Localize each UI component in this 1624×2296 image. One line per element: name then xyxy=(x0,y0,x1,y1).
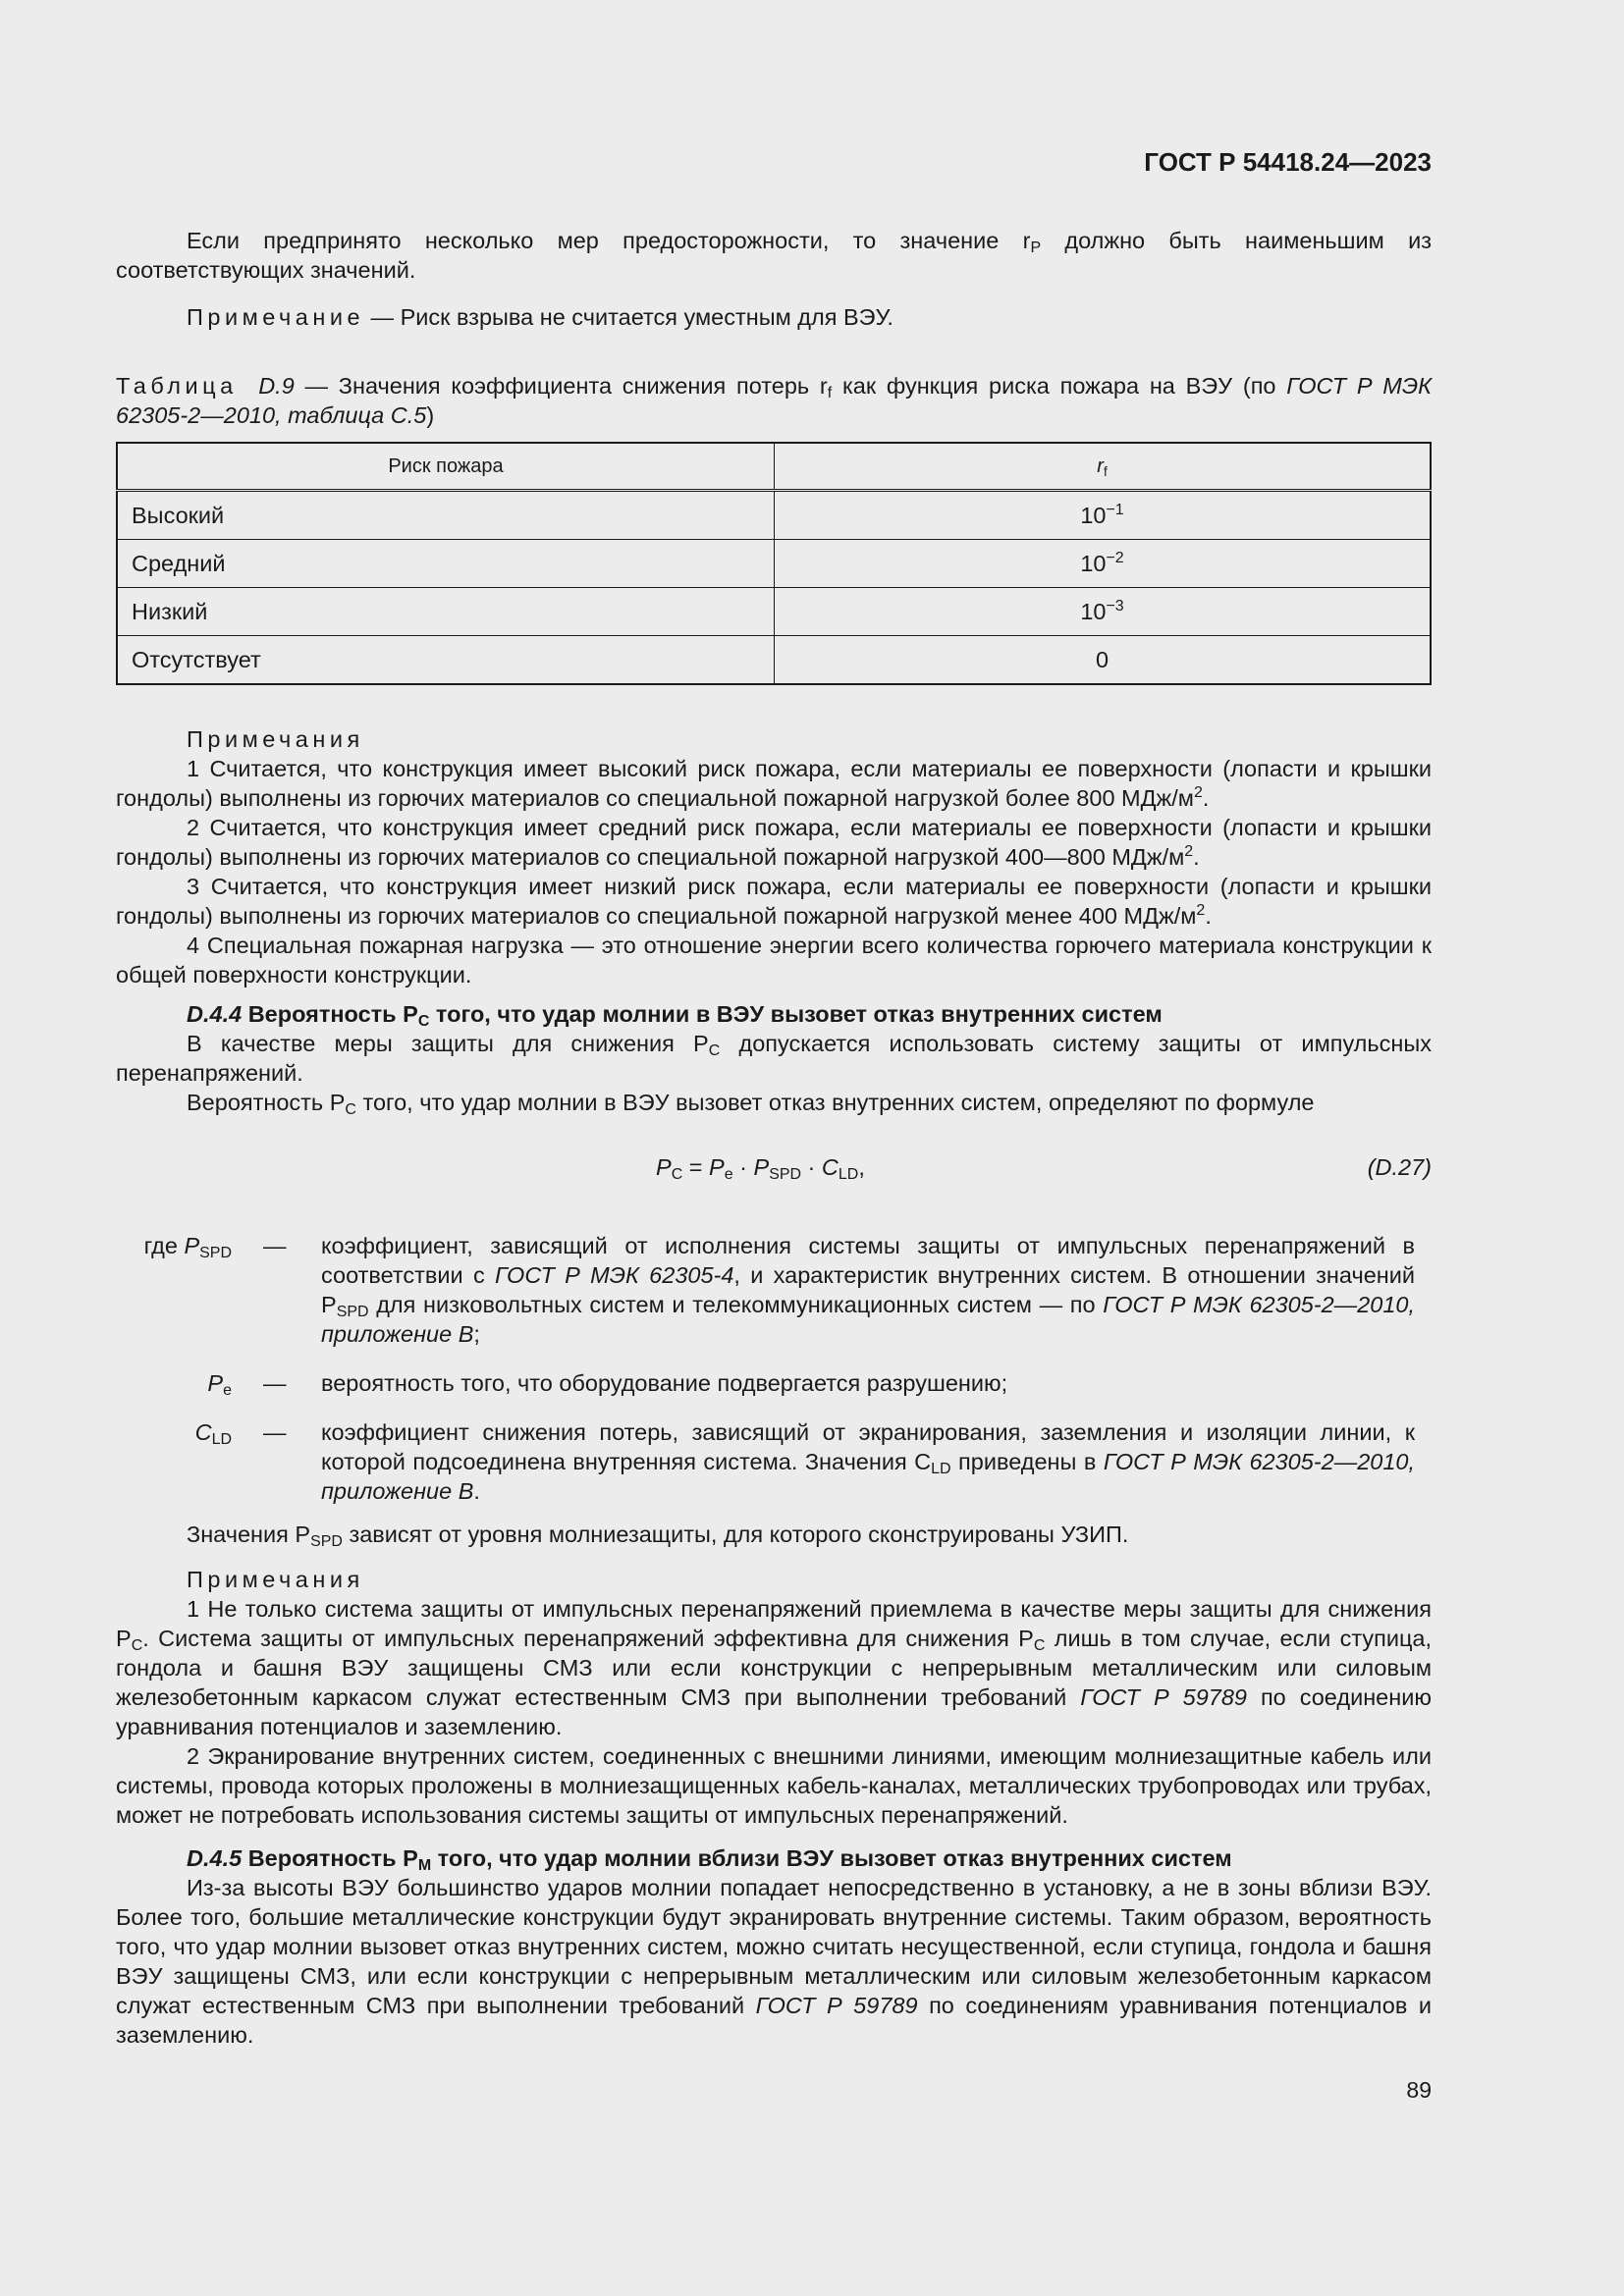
definition-text: коэффициент снижения потерь, зависящий от экранирования, заземления и изоляции линии, к которой подсоединена внутренняя система. Значения $C_{LD}$ приведены в ГОСТ Р МЭК 62305-2—2010, приложение В. xyxy=(321,1419,1415,1504)
document-page xyxy=(116,0,1432,2296)
table-caption: Таблица D.9 — Значения коэффициента снижения потерь $r_f$ как функция риска пожара на ВЭУ (по ГОСТ Р МЭК 62305-2—2010, таблица С.5) xyxy=(116,373,1433,428)
section-heading-d445: D.4.5 Вероятность $P_M$ того, что удар молнии вблизи ВЭУ вызовет отказ внутренних систем xyxy=(187,1845,1232,1875)
table-row xyxy=(117,636,1431,685)
document-header: ГОСТ Р 54418.24—2023 xyxy=(1144,147,1432,177)
definition-text: вероятность того, что оборудование подвергается разрушению; xyxy=(321,1370,1008,1396)
table-row xyxy=(117,588,1431,636)
definitions-list xyxy=(116,1231,1432,1525)
formula-expression: $P_C = P_e \cdot P_{SPD} \cdot C_{LD}$, xyxy=(656,1154,865,1184)
intro-paragraph: Если предпринято несколько мер предосторожности, то значение $r_P$ должно быть наименьшим из соответствующих значений. xyxy=(116,228,1432,283)
definition-pspd: где $P_{SPD}$ — коэффициент, зависящий от исполнения системы защиты от импульсных перенапряжений в соответствии с ГОСТ Р МЭК 62305-4, и характеристик внутренних систем. В отношении значений $P_{SPD}$ для низковольтных систем и телекоммуникационных систем — по ГОСТ Р МЭК 62305-2—2010, приложение В; xyxy=(116,1231,1432,1349)
note-3: 3 Считается, что конструкция имеет низкий риск пожара, если материалы ее поверхности (лопасти и крышки гондолы) выполнены из горючих материалов со специальной пожарной нагрузкой менее 400 МДж/$м^2$. xyxy=(116,874,1432,929)
section-paragraph: Из-за высоты ВЭУ большинство ударов молнии попадает непосредственно в установку, а не в зоны вблизи ВЭУ. Более того, большие металлические конструкции будут экранировать внутренние системы. Таким образом, вероятность того, что удар молнии вызовет отказ внутренних систем, можно считать несущественной, если ступица, гондола и башня ВЭУ защищены СМЗ, или если конструкции с непрерывным металлическим или силовым железобетонным каркасом служат естественным СМЗ при выполнении требований ГОСТ Р 59789 по соединениям уравнивания потенциалов и заземлению. xyxy=(116,1875,1432,2048)
section-paragraph: В качестве меры защиты для снижения $P_C$ допускается использовать систему защиты от импульсных перенапряжений. xyxy=(116,1031,1433,1086)
formula-number: (D.27) xyxy=(1367,1154,1432,1180)
notes-block-1 xyxy=(116,724,1432,1117)
lower-section xyxy=(116,1520,1432,2050)
rf-cell: $10^{-2}$ xyxy=(775,540,1432,588)
risk-cell: Низкий xyxy=(117,588,775,636)
risk-cell: Отсутствует xyxy=(117,636,775,685)
header-rf: $r_f$ xyxy=(775,443,1432,491)
risk-cell: Средний xyxy=(117,540,775,588)
note-2: 2 Экранирование внутренних систем, соединенных с внешними линиями, имеющим молниезащитные кабель или системы, провода которых проложены в молниезащищенных кабель-каналах, металлических трубопроводах или трубах, может не потребовать использования системы защиты от импульсных перенапряжений. xyxy=(116,1743,1432,1828)
table-row xyxy=(117,540,1431,588)
spd-values-paragraph: Значения $P_{SPD}$ зависят от уровня молниезащиты, для которого сконструированы УЗИП. xyxy=(187,1522,1129,1551)
definition-cld: $C_{LD}$ — коэффициент снижения потерь, зависящий от экранирования, заземления и изоляции линии, к которой подсоединена внутренняя система. Значения $C_{LD}$ приведены в ГОСТ Р МЭК 62305-2—2010, приложение В. xyxy=(116,1417,1432,1506)
section-heading-d444: D.4.4 Вероятность $P_C$ того, что удар молнии в ВЭУ вызовет отказ внутренних систем xyxy=(187,1001,1163,1031)
definition-symbol: $C_{LD}$ xyxy=(194,1419,232,1449)
explosion-note: Примечание — Риск взрыва не считается уместным для ВЭУ. xyxy=(187,304,893,330)
rf-cell: $10^{-3}$ xyxy=(775,588,1432,636)
definition-pe: $P_e$ — вероятность того, что оборудование подвергается разрушению; xyxy=(116,1368,1432,1398)
table-row xyxy=(117,491,1431,540)
notes-title: Примечания xyxy=(187,1567,364,1592)
rf-cell: $10^{-1}$ xyxy=(775,491,1432,540)
definition-symbol: где $P_{SPD}$ xyxy=(143,1233,232,1262)
header-fire-risk: Риск пожара xyxy=(117,443,775,491)
note-2: 2 Считается, что конструкция имеет средний риск пожара, если материалы ее поверхности (лопасти и крышки гондолы) выполнены из горючих материалов со специальной пожарной нагрузкой 400—800 МДж/$м^2$. xyxy=(116,815,1432,870)
note-4: 4 Специальная пожарная нагрузка — это отношение энергии всего количества горючего материала конструкции к общей поверхности конструкции. xyxy=(116,933,1432,988)
risk-cell: Высокий xyxy=(117,491,775,540)
table-header-row xyxy=(117,443,1431,491)
page-number: 89 xyxy=(1406,2077,1432,2103)
notes-title: Примечания xyxy=(187,726,364,752)
definition-symbol: $P_e$ xyxy=(207,1370,232,1400)
section-paragraph: Вероятность $P_C$ того, что удар молнии в ВЭУ вызовет отказ внутренних систем, определяют по формуле xyxy=(187,1090,1315,1119)
note-1: 1 Не только система защиты от импульсных перенапряжений приемлема в качестве меры защиты для снижения $P_C$. Система защиты от импульсных перенапряжений эффективна для снижения $P_C$ лишь в том случае, если ступица, гондола и башня ВЭУ защищены СМЗ или если конструкции с непрерывным металлическим или силовым железобетонным каркасом служат естественным СМЗ при выполнении требований ГОСТ Р 59789 по соединению уравнивания потенциалов и заземлению. xyxy=(116,1596,1433,1739)
note-1: 1 Считается, что конструкция имеет высокий риск пожара, если материалы ее поверхности (лопасти и крышки гондолы) выполнены из горючих материалов со специальной пожарной нагрузкой более 800 МДж/$м^2$. xyxy=(116,756,1432,811)
rf-cell: 0 xyxy=(775,636,1432,685)
definition-text: коэффициент, зависящий от исполнения системы защиты от импульсных перенапряжений в соответствии с ГОСТ Р МЭК 62305-4, и характеристик внутренних систем. В отношении значений $P_{SPD}$ для низковольтных систем и телекоммуникационных систем — по ГОСТ Р МЭК 62305-2—2010, приложение В; xyxy=(321,1233,1416,1347)
formula-d27 xyxy=(116,1152,1432,1186)
fire-risk-table xyxy=(116,442,1432,685)
